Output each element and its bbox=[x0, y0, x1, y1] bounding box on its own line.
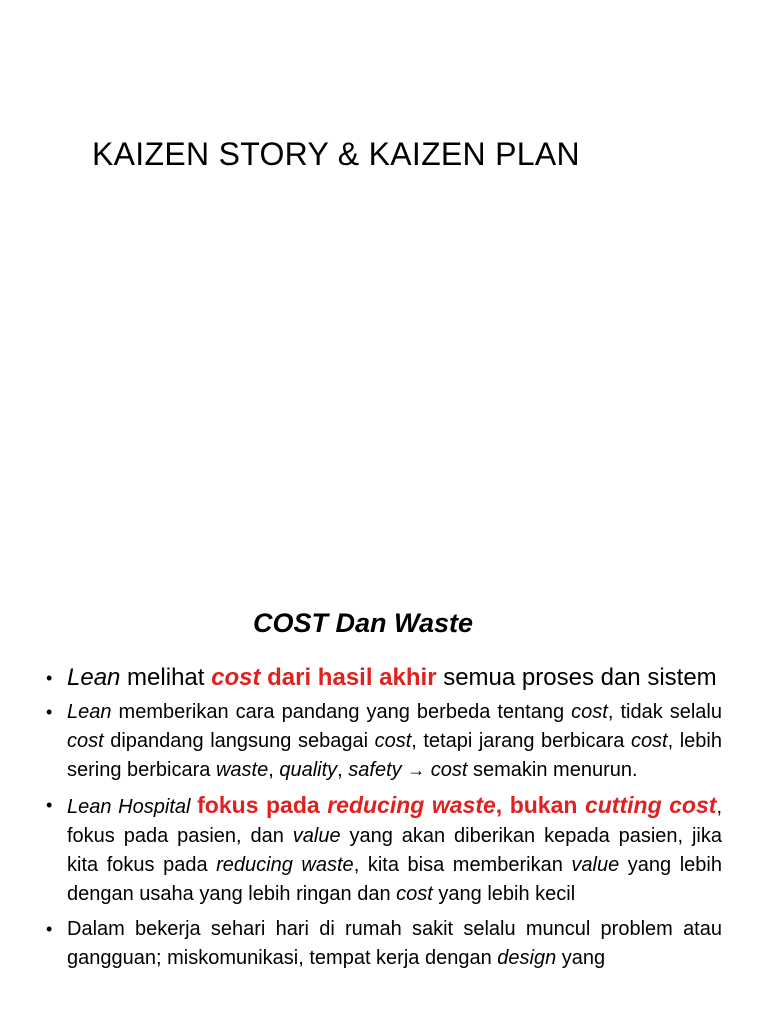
bullet-list bbox=[46, 662, 722, 979]
bullet-cara-pandang: • Lean memberikan cara pandang yang berbeda tentang cost, tidak selalu cost dipandang langsung sebagai cost, tetapi jarang berbicara cost, lebih sering berbicara waste, quality, safety → cost semakin menurun. bbox=[46, 698, 722, 785]
slide-title: KAIZEN STORY & KAIZEN PLAN bbox=[92, 136, 580, 172]
arrow-icon: → bbox=[407, 760, 426, 780]
section-heading: COST Dan Waste bbox=[253, 608, 474, 638]
bullet-dalam-bekerja: • Dalam bekerja sehari hari di rumah sakit selalu muncul problem atau gangguan; miskomunikasi, tempat kerja dengan design yang bbox=[46, 915, 722, 973]
bullet-lean-cost: • Lean melihat cost dari hasil akhir semua proses dan sistem bbox=[46, 662, 722, 694]
bullet-lean-hospital: • Lean Hospital fokus pada reducing waste, bukan cutting cost, fokus pada pasien, dan value yang akan diberikan kepada pasien, jika kita fokus pada reducing waste, kita bisa memberikan value yang lebih dengan usaha yang lebih ringan dan cost yang lebih kecil bbox=[46, 791, 722, 909]
